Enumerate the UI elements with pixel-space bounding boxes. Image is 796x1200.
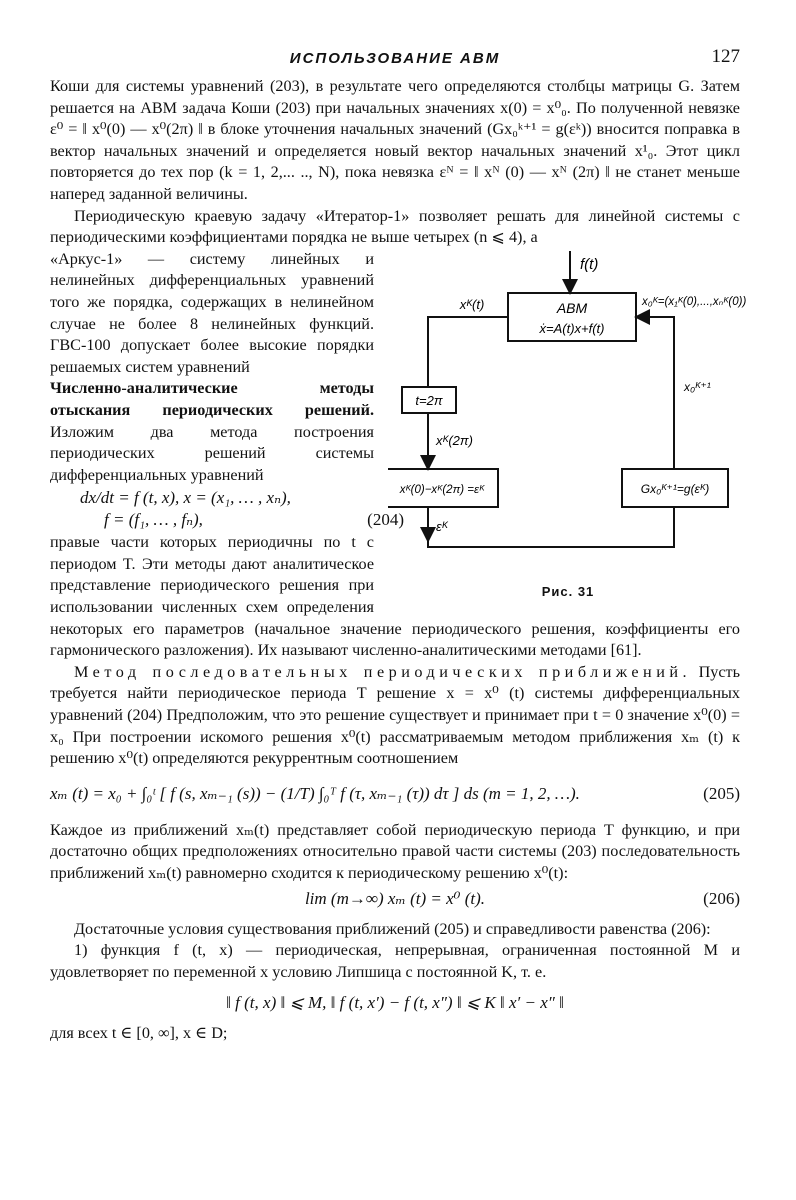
- equation-205: [50, 784, 740, 804]
- page: [50, 40, 747, 1045]
- avm-equation: ẋ=A(t)x+f(t): [539, 320, 605, 336]
- eq206-number: (206): [703, 888, 740, 908]
- avm-output-line: [428, 317, 508, 387]
- paragraph-4: Изложим два метода построения периодических решений системы дифференциальных уравнений: [50, 422, 374, 484]
- figure-31: [388, 249, 748, 611]
- method-title: Метод последовательных периодических приближений.: [74, 662, 692, 681]
- eq205-number: (205): [703, 783, 740, 803]
- eq204-line-1: dx/dt = f (t, x), x = (x₁, … , xₙ),: [80, 488, 291, 508]
- eq206-body: lim (m→∞) xₘ (t) = x⁰ (t).: [304, 888, 486, 908]
- paragraph-6: Пусть требуется найти периодическое периода T решение x = x⁰ (t) системы дифференциальных уравнений (204) Предположим, что это решение существует и принимает при t = 0 значение x⁰(0) = x₀ При построении искомого решения x⁰(t) рассматриваемым методом приближения xₘ (t) к решению x⁰(t) определяются рекуррентным соотношением: [50, 662, 740, 768]
- paragraph-8: Достаточные условия существования приближений (205) и справедливости равенства (206):: [74, 919, 711, 938]
- x0k1-label: x₀ᴷ⁺¹: [684, 379, 711, 394]
- initial-values-line: [638, 317, 674, 469]
- figure-caption: Рис. 31: [541, 583, 595, 599]
- page-number: 127: [711, 46, 740, 67]
- eq204-line-2: f = (f₁, … , fₙ),: [104, 510, 203, 530]
- residual-label: xᴷ(0)−xᴷ(2π) =εᴷ: [399, 483, 485, 496]
- paragraph-7: Каждое из приближений xₘ(t) представляет собой периодическую периода T функцию, и при достаточно общих предположениях относительно правой части системы (203) последовательность приближений xₘ(t) равномерно сходится к периодическому решению x⁰(t):: [50, 820, 740, 882]
- t-box-label: t=2π: [415, 392, 443, 408]
- xk-t-label: xᴷ(t): [459, 296, 485, 312]
- paragraph-2: Периодическую краевую задачу «Итератор-1» позволяет решать для линейной системы с периодическими коэффициентами порядка не выше четырех (n ⩽ 4), а: [50, 206, 740, 247]
- page-header: [50, 40, 740, 76]
- block-diagram: [388, 249, 748, 611]
- section-title: Численно-аналитические методы отыскания периодических решений.: [50, 379, 374, 419]
- x0k-label: x₀ᴷ=(x₁ᴷ(0),...,xₙᴷ(0)): [642, 295, 747, 308]
- paragraph-3: «Аркус-1» — систему линейных и нелинейных дифференциальных уравнений того же порядка, содержащих в нелинейном случае не более 8 нелинейных функций. ГВС-100 допускает более высокие порядки решаемых систем уравнений: [50, 249, 374, 376]
- xk-2pi-label: xᴷ(2π): [436, 432, 473, 448]
- input-label: f(t): [580, 255, 599, 273]
- eps-label: εᴷ: [436, 518, 448, 534]
- paragraph-10: для всех t ∈ [0, ∞], x ∈ D;: [50, 1024, 228, 1043]
- avm-title: АВМ: [556, 299, 588, 316]
- eq205-body: xₘ (t) = x₀ + ∫₀ᵗ [ f (s, xₘ₋₁ (s)) − (1/T) ∫₀ᵀ f (τ, xₘ₋₁ (τ)) dτ ] ds (m = 1, 2, …).: [50, 783, 580, 803]
- running-title: ИСПОЛЬЗОВАНИЕ АВМ: [289, 50, 501, 67]
- residual-feedback-line: [428, 507, 674, 547]
- lipschitz-condition: ‖ f (t, x) ‖ ⩽ M, ‖ f (t, x′) − f (t, x″) ‖ ⩽ K ‖ x′ − x″ ‖: [226, 993, 564, 1013]
- update-label: Gx₀ᴷ⁺¹=g(εᴷ): [640, 481, 710, 496]
- eq204-number: (204): [367, 510, 404, 530]
- paragraph-1: Коши для системы уравнений (203), в результате чего определяются столбцы матрицы G. Затем решается на АВМ задача Коши (203) при начальных значениях x(0) = x⁰₀. По полученной невязке ε⁰ = ‖ x⁰(0) — x⁰(2π) ‖ в блоке уточнения начальных значений (Gx₀ᵏ⁺¹ = g(εᵏ)) вносится поправка в вектор начальных значений и определяется новый вектор начальных значений x¹₀. Этот цикл повторяется до тех пор (k = 1, 2,... .., N), пока невязка εᴺ = ‖ xᴺ (0) — xᴺ (2π) ‖ не станет меньше наперед заданной величины.: [50, 77, 740, 203]
- paragraph-9: 1) функция f (t, x) — периодическая, непрерывная, ограниченная постоянной M и удовлетворяет по переменной x условию Липшица с постоянной K, т. е.: [50, 941, 740, 981]
- equation-206: [50, 889, 740, 909]
- paragraph-5: правые части которых периодичны по t с периодом T. Эти методы дают аналитическое представление периодического решения при использовании численных схем определения некоторых его параметров (начальное значение периодического решения, коэффициенты его гармонического разложения). Их называют численно-аналитическими методами [61].: [50, 533, 740, 660]
